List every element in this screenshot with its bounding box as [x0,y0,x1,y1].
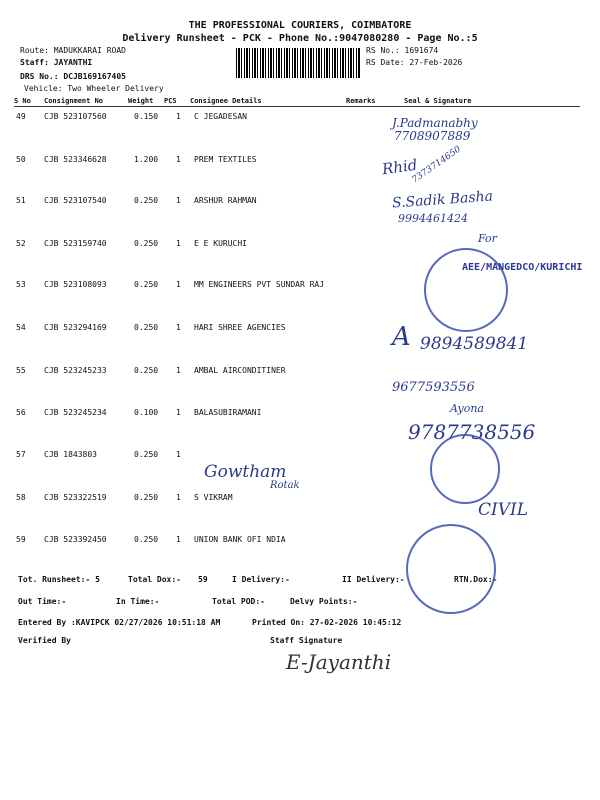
weight-value: 0.250 [134,323,159,332]
pieces-count: 1 [176,280,181,289]
handwritten-signature: Gowtham [204,462,287,482]
pieces-count: 1 [176,239,181,248]
staff-label: Staff: JAYANTHI [20,58,93,67]
handwritten-phone: 7373714650 [410,144,463,186]
consignee-name: ARSHUR RAHMAN [194,196,257,205]
handwritten-signature: CIVIL [478,500,529,520]
serial-number: 59 [16,535,26,544]
pieces-count: 1 [176,408,181,417]
pieces-count: 1 [176,450,181,459]
total-runsheet: Tot. Runsheet:- 5 [18,575,100,584]
table-row [0,239,600,281]
consignment-number: CJB 523245233 [44,366,107,375]
serial-number: 57 [16,450,26,459]
col-weight: Weight [128,97,154,105]
weight-value: 0.250 [134,493,159,502]
col-pcs: PCS [164,97,177,105]
col-seal-signature: Seal & Signature [404,97,472,105]
pieces-count: 1 [176,535,181,544]
total-pod-label: Total POD:- [212,597,265,606]
company-seal-stamp [424,248,508,332]
pieces-count: 1 [176,493,181,502]
handwritten-phone: 9894589841 [420,334,529,354]
rs-number: RS No.: 1691674 [366,46,439,55]
pieces-count: 1 [176,155,181,164]
ii-delivery-label: II Delivery:- [342,575,405,584]
consignment-number: CJB 523159740 [44,239,107,248]
consignee-name: HARI SHREE AGENCIES [194,323,286,332]
vehicle-label: Vehicle: Two Wheeler Delivery [24,84,164,93]
weight-value: 0.250 [134,239,159,248]
header-divider [14,106,580,107]
consignment-number: CJB 523294169 [44,323,107,332]
serial-number: 58 [16,493,26,502]
drs-label: DRS No.: DCJB169167405 [20,72,126,81]
consignment-number: CJB 523107540 [44,196,107,205]
consignee-name: MM ENGINEERS PVT SUNDAR RAJ [194,280,325,289]
serial-number: 55 [16,366,26,375]
pieces-count: 1 [176,323,181,332]
handwritten-signature: Ayona [450,402,484,415]
serial-number: 56 [16,408,26,417]
in-time-label: In Time:- [116,597,160,606]
printed-on: Printed On: 27-02-2026 10:45:12 [252,618,402,627]
col-consignment: Consignment No [44,97,104,105]
handwritten-signature: A [392,322,411,352]
consignee-name: BALASUBIRAMANI [194,408,262,417]
table-row [0,112,600,154]
handwritten-signature: Rotak [270,480,300,491]
consignment-number: CJB 1843803 [44,450,97,459]
table-row [0,535,600,577]
staff-signature-label: Staff Signature [270,636,343,645]
serial-number: 49 [16,112,26,121]
handwritten-phone: 9787738556 [408,420,536,444]
rs-date: RS Date: 27-Feb-2026 [366,58,463,67]
table-row [0,196,600,238]
weight-value: 0.250 [134,280,159,289]
serial-number: 50 [16,155,26,164]
consignment-number: CJB 523245234 [44,408,107,417]
consignment-number: CJB 523107560 [44,112,107,121]
consignment-number: CJB 523392450 [44,535,107,544]
serial-number: 52 [16,239,26,248]
consignee-name: PREM TEXTILES [194,155,257,164]
consignee-name: UNION BANK OFI NDIA [194,535,286,544]
serial-number: 54 [16,323,26,332]
handwritten-signature: S.Sadik Basha [391,188,494,212]
table-row [0,366,600,408]
col-remarks: Remarks [346,97,376,105]
table-row [0,280,600,322]
delivery-points-label: Delvy Points:- [290,597,358,606]
staff-handwritten-signature: E-Jayanthi [286,650,392,674]
bank-seal-stamp [430,434,500,504]
verified-by-label: Verified By [18,636,71,645]
consignment-number: CJB 523346628 [44,155,107,164]
handwritten-signature: J.Padmanabhy [392,116,478,130]
weight-value: 0.250 [134,450,159,459]
handwritten-phone: 9677593556 [392,380,475,395]
rtn-dox-label: RTN.Dox:- [454,575,498,584]
union-bank-seal-stamp [406,524,496,614]
handwritten-signature: For [478,232,497,245]
out-time-label: Out Time:- [18,597,67,606]
total-dox-label: Total Dox:- [128,575,181,584]
pieces-count: 1 [176,112,181,121]
weight-value: 0.250 [134,535,159,544]
pieces-count: 1 [176,366,181,375]
weight-value: 0.250 [134,196,159,205]
pieces-count: 1 [176,196,181,205]
consignment-number: CJB 523322519 [44,493,107,502]
col-consignee: Consignee Details [190,97,262,105]
i-delivery-label: I Delivery:- [232,575,290,584]
consignee-name: E E KURUCHI [194,239,247,248]
handwritten-phone: 7708907889 [394,129,471,143]
col-sno: S No [14,97,31,105]
barcode [236,48,360,78]
weight-value: 0.150 [134,112,159,121]
weight-value: 0.250 [134,366,159,375]
total-dox-value: 59 [198,575,208,584]
serial-number: 53 [16,280,26,289]
serial-number: 51 [16,196,26,205]
weight-value: 1.200 [134,155,159,164]
official-stamp-text: AEE/MANGEDCO/KURICHI [462,262,583,273]
entered-by: Entered By :KAVIPCK 02/27/2026 10:51:18 AM [18,618,221,627]
consignee-name: AMBAL AIRCONDITINER [194,366,286,375]
company-title: THE PROFESSIONAL COURIERS, COIMBATORE [188,20,412,31]
runsheet-subtitle: Delivery Runsheet - PCK - Phone No.:9047080280 - Page No.:5 [122,33,478,44]
consignee-name: S VIKRAM [194,493,233,502]
consignee-name: C JEGADESAN [194,112,247,121]
handwritten-signature: Rhid [380,155,419,179]
table-row [0,450,600,492]
route-label: Route: MADUKKARAI ROAD [20,46,126,55]
table-row [0,155,600,197]
consignment-number: CJB 523108093 [44,280,107,289]
handwritten-phone: 9994461424 [398,212,468,225]
weight-value: 0.100 [134,408,159,417]
